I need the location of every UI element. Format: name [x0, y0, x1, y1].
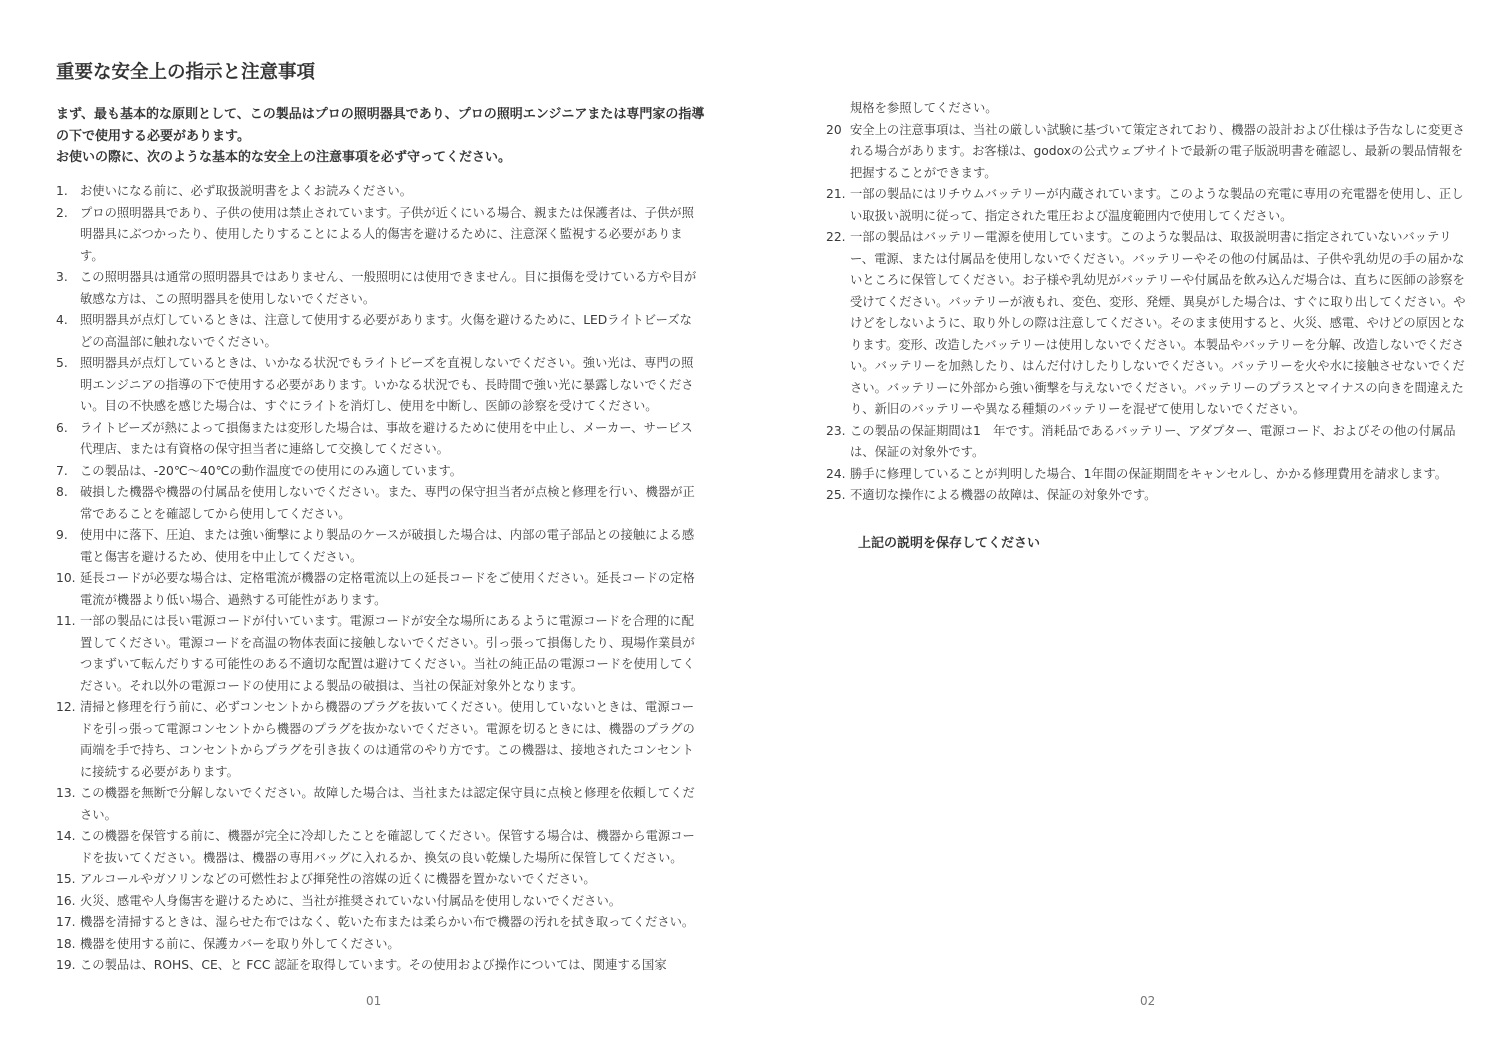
item-number: 13.: [56, 786, 76, 800]
list-item: [56, 891, 701, 913]
save-instructions-note: 上記の説明を保存してください: [858, 536, 1041, 551]
item-number: 5.: [56, 356, 68, 370]
list-item: [56, 783, 701, 826]
item-number: 1.: [56, 184, 68, 198]
list-item-continuation: [826, 98, 1471, 120]
item-text: この製品の保証期間は1 年です。消耗品であるバッテリー、アダプター、電源コード、およびその他の付属品は、保証の対象外です。: [850, 423, 1456, 459]
list-item: [826, 184, 1471, 227]
item-text: 使用中に落下、圧迫、または強い衝撃により製品のケースが破損した場合は、内部の電子部品との接触による感電と傷害を避けるため、使用を中止してください。: [80, 528, 695, 564]
item-number: 24.: [826, 466, 846, 481]
item-number: 18.: [56, 936, 76, 951]
item-number: 9.: [56, 528, 68, 542]
page-title: 重要な安全上の指示と注意事項: [56, 62, 316, 83]
list-item: [56, 525, 701, 568]
item-text: アルコールやガソリンなどの可燃性および揮発性の溶媒の近くに機器を置かないでください。: [80, 872, 596, 886]
item-number: 3.: [56, 270, 68, 284]
item-text: 一部の製品には長い電源コードが付いています。電源コードが安全な場所にあるように電源コードを合理的に配置してください。電源コードを高温の物体表面に接触しないでください。引っ張って損傷したり、現場作業員がつまずいて転んだりする可能性のある不適切な配置は避けてください。当社の純正品の電源コードを使用してください。それ以外の電源コードの使用による製品の破損は、当社の保証対象外となります。: [80, 614, 695, 693]
item-text: 照明器具が点灯しているときは、注意して使用する必要があります。火傷を避けるために、LEDライトビーズなどの高温部に触れないでください。: [80, 313, 692, 349]
list-item: [56, 611, 701, 697]
item-text: プロの照明器具であり、子供の使用は禁止されています。子供が近くにいる場合、親または保護者は、子供が照明器具にぶつかったり、使用したりすることによる人的傷害を避けるために、注意深く監視する必要があります。: [80, 205, 694, 263]
list-item: [826, 227, 1471, 421]
intro-paragraph-1: まず、最も基本的な原則として、この製品はプロの照明器具であり、プロの照明エンジニアまたは専門家の指導の下で使用する必要があります。: [56, 107, 705, 144]
item-number: 4.: [56, 313, 68, 327]
item-number: 8.: [56, 485, 68, 499]
item-text: 延長コードが必要な場合は、定格電流が機器の定格電流以上の延長コードをご使用ください。延長コードの定格電流が機器より低い場合、過熱する可能性があります。: [80, 571, 695, 607]
item-number: 7.: [56, 463, 68, 478]
item-text: 不適切な操作による機器の故障は、保証の対象外です。: [850, 488, 1157, 502]
item-number: 11.: [56, 614, 76, 628]
item-text: この照明器具は通常の照明器具ではありません、一般照明には使用できません。目に損傷を受けている方や目が敏感な方は、この照明器具を使用しないでください。: [80, 270, 697, 306]
page-number: 02: [1140, 994, 1156, 1008]
item-text: 安全上の注意事項は、当社の厳しい試験に基づいて策定されており、機器の設計および仕様は予告なしに変更される場合があります。お客様は、godoxの公式ウェブサイトで最新の電子版説明書を確認し、最新の製品情報を把握することができます。: [850, 122, 1465, 180]
item-number: 21.: [826, 187, 846, 201]
list-item: [56, 353, 701, 418]
item-number: 2.: [56, 205, 68, 220]
list-item: [56, 869, 701, 891]
item-text: この製品は、-20℃～40℃の動作温度での使用にのみ適しています。: [80, 463, 463, 478]
list-item: [56, 461, 701, 483]
list-item: [56, 912, 701, 934]
list-item: [826, 421, 1471, 464]
item-text: この機器を無断で分解しないでください。故障した場合は、当社または認定保守員に点検と修理を依頼してください。: [80, 786, 695, 822]
item-number: 15.: [56, 872, 76, 886]
list-item: [56, 934, 701, 956]
item-number: 22.: [826, 230, 846, 244]
item-text: 破損した機器や機器の付属品を使用しないでください。また、専門の保守担当者が点検と修理を行い、機器が正常であることを確認してから使用してください。: [80, 485, 695, 521]
item-number: 23.: [826, 423, 846, 438]
item-text: この製品は、ROHS、CE、と FCC 認証を取得しています。その使用および操作については、関連する国家: [80, 958, 667, 972]
item-text: 一部の製品はバッテリー電源を使用しています。このような製品は、取扱説明書に指定されていないバッテリー、電源、または付属品を使用しないでください。バッテリーやその他の付属品は、子供や乳幼児の手の届かないところに保管してください。お子様や乳幼児がバッテリーや付属品を飲み込んだ場合は、直ちに医師の診察を受けてください。バッテリーが液もれ、変色、変形、発煙、異臭がした場合は、すぐに取り出してください。やけどをしないように、取り外しの際は注意してください。そのまま使用すると、火災、感電、やけどの原因となります。変形、改造したバッテリーは使用しないでください。本製品やバッテリーを分解、改造しないでください。バッテリーを加熱したり、はんだ付けしたりしないでください。バッテリーを火や水に接触させないでください。バッテリーに外部から強い衝撃を与えないでください。バッテリーのプラスとマイナスの向きを間違えたり、新旧のバッテリーや異なる種類のバッテリーを混ぜて使用しないでください。: [850, 230, 1466, 416]
list-item: [56, 267, 701, 310]
list-item: [56, 826, 701, 869]
page-number: 01: [366, 994, 382, 1008]
item-text: この機器を保管する前に、機器が完全に冷却したことを確認してください。保管する場合は、機器から電源コードを抜いてください。機器は、機器の専用バッグに入れるか、換気の良い乾燥した場所に保管してください。: [80, 829, 695, 865]
intro-paragraph-2: お使いの際に、次のような基本的な安全上の注意事項を必ず守ってください。: [56, 150, 512, 165]
item-number: 25.: [826, 488, 846, 502]
item-number: 16.: [56, 893, 76, 908]
safety-list-right: [826, 98, 1471, 507]
item-number: 12.: [56, 700, 76, 714]
safety-list-left: [56, 181, 701, 977]
list-item: [826, 485, 1471, 507]
item-text: 照明器具が点灯しているときは、いかなる状況でもライトビーズを直視しないでください。強い光は、専門の照明エンジニアの指導の下で使用する必要があります。いかなる状況でも、長時間で強い光に暴露しないでください。目の不快感を感じた場合は、すぐにライトを消灯し、使用を中断し、医師の診察を受けてください。: [80, 356, 694, 413]
intro-text: [56, 104, 706, 169]
item-text: 機器を清掃するときは、湿らせた布ではなく、乾いた布または柔らかい布で機器の汚れを拭き取ってください。: [80, 915, 695, 929]
item-text: 勝手に修理していることが判明した場合、1年間の保証期間をキャンセルし、かかる修理費用を請求します。: [850, 466, 1448, 481]
item-text: ライトビーズが熱によって損傷または変形した場合は、事故を避けるために使用を中止し、メーカー、サービス代理店、または有資格の保守担当者に連絡して交換してください。: [80, 420, 693, 456]
list-item: [826, 464, 1471, 486]
list-item: [56, 310, 701, 353]
list-item: [56, 181, 701, 203]
item-text: 火災、感電や人身傷害を避けるために、当社が推奨されていない付属品を使用しないでください。: [80, 893, 622, 908]
right-page: [756, 0, 1512, 1058]
list-item: [56, 568, 701, 611]
item-text: 清掃と修理を行う前に、必ずコンセントから機器のプラグを抜いてください。使用していないときは、電源コードを引っ張って電源コンセントから機器のプラグを抜かないでください。電源を切るときには、機器のプラグの両端を手で持ち、コンセントからプラグを引き抜くのは通常のやり方です。この機器は、接地されたコンセントに接続する必要があります。: [80, 700, 695, 779]
list-item: [56, 482, 701, 525]
item-number: 14.: [56, 829, 76, 843]
item-text: 機器を使用する前に、保護カバーを取り外してください。: [80, 936, 400, 951]
item-number: 17.: [56, 915, 76, 929]
list-item: [56, 697, 701, 783]
item-number: 19.: [56, 958, 76, 972]
item-number: 10.: [56, 571, 76, 585]
list-item: [56, 203, 701, 268]
item-text: 規格を参照してください。: [850, 101, 998, 115]
item-text: 一部の製品にはリチウムバッテリーが内蔵されています。このような製品の充電に専用の充電器を使用し、正しい取扱い説明に従って、指定された電圧および温度範囲内で使用してください。: [850, 187, 1464, 223]
item-text: お使いになる前に、必ず取扱説明書をよくお読みください。: [80, 184, 413, 198]
list-item: [56, 955, 701, 977]
item-number: 20: [826, 122, 842, 137]
list-item: [826, 120, 1471, 185]
item-number: 6.: [56, 420, 68, 435]
list-item: [56, 418, 701, 461]
